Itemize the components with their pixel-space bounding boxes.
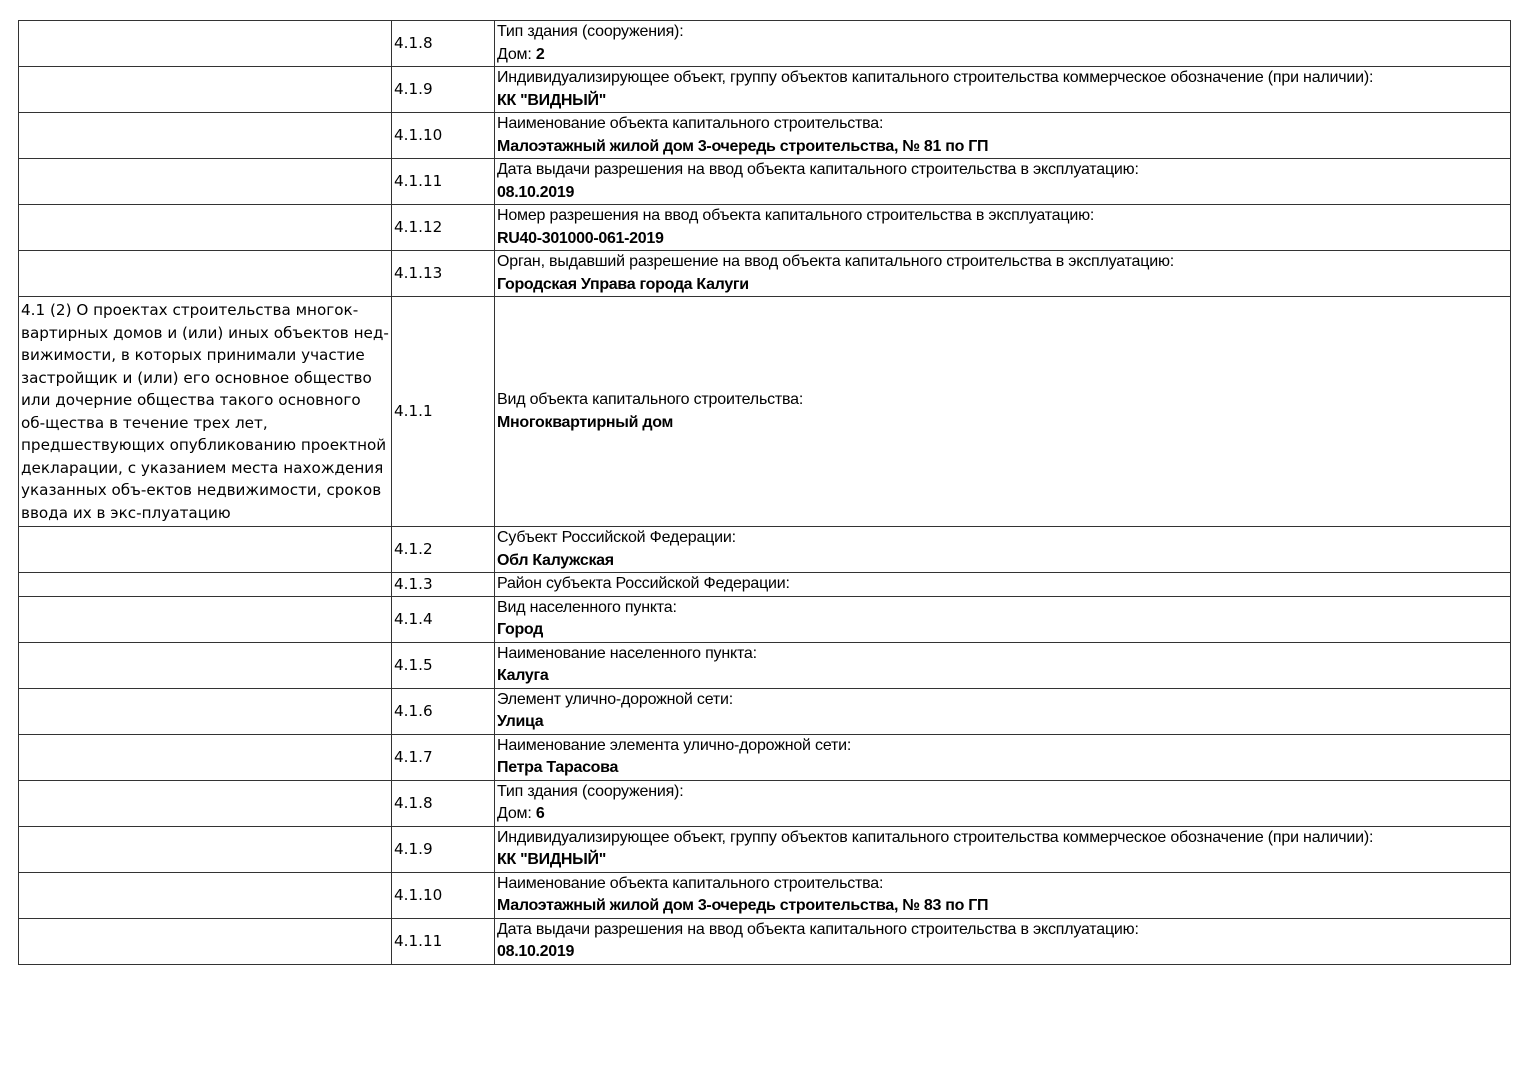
item-content (495, 297, 1511, 527)
item-number: 4.1.5 (392, 642, 495, 688)
item-label: Номер разрешения на ввод объекта капитального строительства в эксплуатацию: (497, 207, 1095, 224)
item-content (495, 642, 1511, 688)
item-label: Наименование объекта капитального строительства: (497, 874, 884, 892)
table-row (19, 159, 1511, 205)
item-number: 4.1.10 (392, 113, 495, 159)
item-label: Наименование объекта капитального строительства: (497, 115, 884, 132)
item-value: Малоэтажный жилой дом 3-очередь строительства, № 83 по ГП (497, 897, 989, 914)
item-number: 4.1.10 (392, 872, 495, 918)
item-number: 4.1.7 (392, 734, 495, 780)
item-content (495, 21, 1511, 67)
table-row (19, 297, 1511, 527)
item-number: 4.1.8 (392, 21, 495, 67)
table-row (19, 826, 1511, 872)
item-content (495, 596, 1511, 642)
table-row (19, 918, 1511, 964)
section-cell (19, 113, 392, 159)
section-cell (19, 251, 392, 297)
section-cell (19, 642, 392, 688)
table-row (19, 688, 1511, 734)
section-cell (19, 780, 392, 826)
item-content (495, 159, 1511, 205)
item-content (495, 826, 1511, 872)
table-row (19, 780, 1511, 826)
item-number: 4.1.2 (392, 527, 495, 573)
item-value: Многоквартирный дом (497, 413, 673, 431)
item-label: Субъект Российской Федерации: (497, 529, 736, 546)
item-label: Индивидуализирующее объект, группу объектов капитального строительства коммерческое обозначение (при наличии): (497, 69, 1374, 86)
item-label: Тип здания (сооружения): (497, 23, 684, 40)
item-label: Район субъекта Российской Федерации: (497, 575, 790, 592)
item-number: 4.1.9 (392, 67, 495, 113)
table-row (19, 573, 1511, 597)
section-cell (19, 734, 392, 780)
item-number: 4.1.8 (392, 780, 495, 826)
item-value: КК "ВИДНЫЙ" (497, 851, 607, 868)
table-row (19, 596, 1511, 642)
section-cell (19, 688, 392, 734)
table-row (19, 734, 1511, 780)
declaration-table (18, 20, 1511, 965)
item-content (495, 780, 1511, 826)
table-row (19, 67, 1511, 113)
section-cell (19, 205, 392, 251)
section-cell (19, 527, 392, 573)
item-value-prefix: Дом: (497, 45, 536, 63)
item-value: Город (497, 621, 544, 638)
section-cell (19, 872, 392, 918)
item-number: 4.1.1 (392, 297, 495, 527)
item-content (495, 918, 1511, 964)
item-content (495, 734, 1511, 780)
item-label: Вид объекта капитального строительства: (497, 391, 804, 408)
item-value: 08.10.2019 (497, 943, 575, 960)
item-value: Улица (497, 713, 544, 730)
item-number: 4.1.9 (392, 826, 495, 872)
section-description: 4.1 (2) О проектах строительства многок-вартирных домов и (или) иных объектов нед-вижимости, в которых принимали участие застройщик и (или) его основное общество или дочерние общества такого основного об-щества в течение трех лет, предшествующих опубликованию проектной декларации, с указанием места нахождения указанных объ-ектов недвижимости, сроков ввода их в экс-плуатацию (19, 297, 392, 527)
item-content (495, 251, 1511, 297)
item-content (495, 527, 1511, 573)
section-cell (19, 826, 392, 872)
table-row (19, 527, 1511, 573)
item-value-prefix: Дом: (497, 805, 536, 822)
table-row (19, 205, 1511, 251)
item-number: 4.1.4 (392, 596, 495, 642)
item-value: 08.10.2019 (497, 183, 575, 201)
section-cell (19, 67, 392, 113)
table-row (19, 251, 1511, 297)
item-number: 4.1.11 (392, 159, 495, 205)
item-number: 4.1.11 (392, 918, 495, 964)
table-row (19, 113, 1511, 159)
section-cell (19, 159, 392, 205)
item-label: Элемент улично-дорожной сети: (497, 690, 733, 708)
section-cell (19, 21, 392, 67)
item-value: Малоэтажный жилой дом 3-очередь строительства, № 81 по ГП (497, 137, 989, 155)
item-label: Наименование элемента улично-дорожной сети: (497, 736, 852, 754)
item-label: Вид населенного пункта: (497, 598, 677, 616)
section-cell (19, 573, 392, 597)
item-value: 6 (535, 805, 545, 822)
item-number: 4.1.12 (392, 205, 495, 251)
item-content (495, 67, 1511, 113)
item-number: 4.1.3 (392, 573, 495, 597)
table-row (19, 642, 1511, 688)
item-label: Дата выдачи разрешения на ввод объекта капитального строительства в эксплуатацию: (497, 161, 1139, 178)
item-value-line (497, 803, 1508, 826)
item-value-line (497, 44, 1508, 67)
section-cell (19, 596, 392, 642)
item-content (495, 113, 1511, 159)
item-value: Калуга (497, 667, 549, 684)
item-content (495, 573, 1511, 597)
item-value: Городская Управа города Калуги (497, 275, 749, 293)
section-cell (19, 918, 392, 964)
table-row (19, 872, 1511, 918)
item-content (495, 205, 1511, 251)
item-label: Тип здания (сооружения): (497, 782, 684, 800)
item-label: Орган, выдавший разрешение на ввод объекта капитального строительства в эксплуатацию: (497, 253, 1175, 270)
item-content (495, 688, 1511, 734)
item-value: RU40-301000-061-2019 (497, 229, 664, 247)
item-label: Дата выдачи разрешения на ввод объекта капитального строительства в эксплуатацию: (497, 920, 1139, 938)
table-row (19, 21, 1511, 67)
item-number: 4.1.6 (392, 688, 495, 734)
item-value: Обл Калужская (497, 551, 614, 569)
item-label: Наименование населенного пункта: (497, 644, 757, 662)
item-value: КК "ВИДНЫЙ" (497, 91, 607, 109)
item-content (495, 872, 1511, 918)
item-label: Индивидуализирующее объект, группу объектов капитального строительства коммерческое обозначение (при наличии): (497, 828, 1374, 846)
item-number: 4.1.13 (392, 251, 495, 297)
item-value: 2 (535, 45, 545, 63)
item-value: Петра Тарасова (497, 759, 619, 776)
